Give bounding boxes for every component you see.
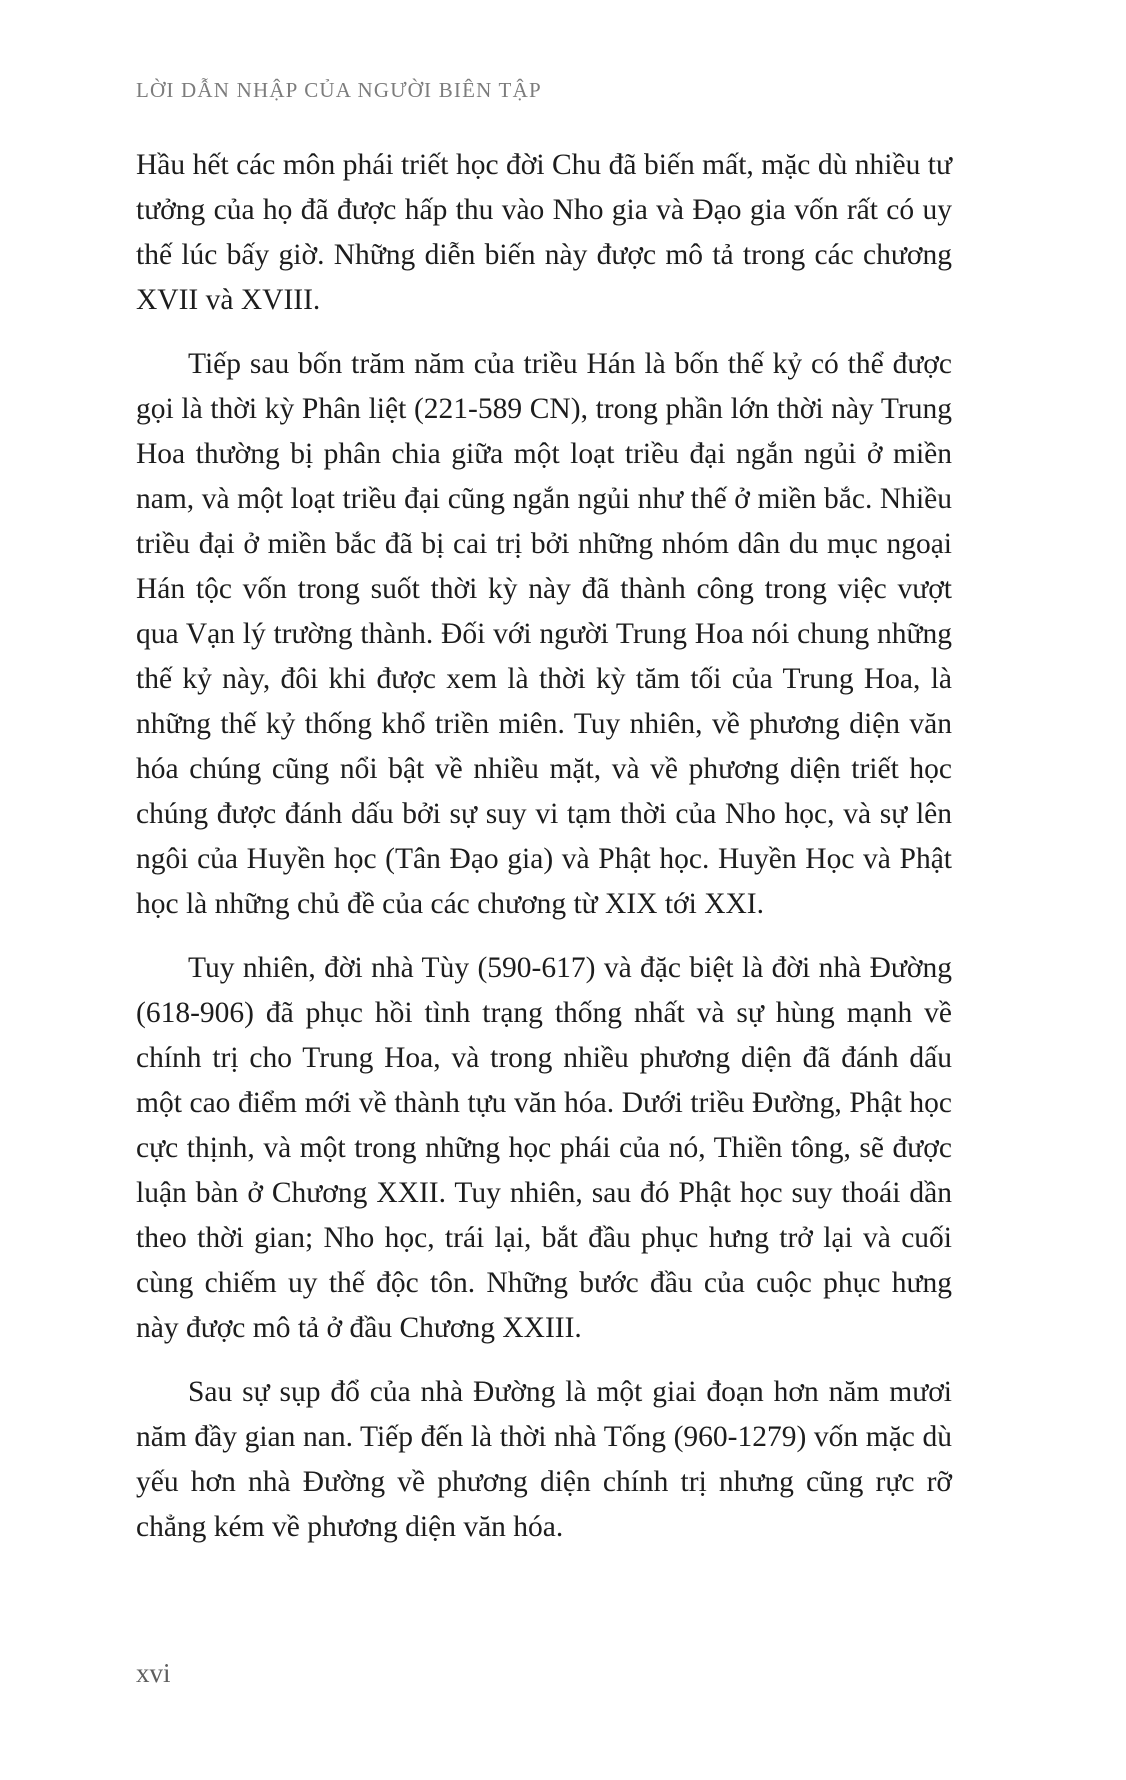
paragraph-1: Hầu hết các môn phái triết học đời Chu đã biến mất, mặc dù nhiều tư tưởng của họ đã được hấp thu vào Nho gia và Đạo gia vốn rất có uy thế lúc bấy giờ. Những diễn biến này được mô tả trong các chương XVII và XVIII.	[136, 149, 952, 316]
paragraph-3: Tuy nhiên, đời nhà Tùy (590-617) và đặc biệt là đời nhà Đường (618-906) đã phục hồi tình trạng thống nhất và sự hùng mạnh về chính trị cho Trung Hoa, và trong nhiều phương diện đã đánh dấu một cao điểm mới về thành tựu văn hóa. Dưới triều Đường, Phật học cực thịnh, và một trong những học phái của nó, Thiền tông, sẽ được luận bàn ở Chương XXII. Tuy nhiên, sau đó Phật học suy thoái dần theo thời gian; Nho học, trái lại, bắt đầu phục hưng trở lại và cuối cùng chiếm uy thế độc tôn. Những bước đầu của cuộc phục hưng này được mô tả ở đầu Chương XXIII.	[136, 952, 952, 1344]
running-header: LỜI DẪN NHẬP CỦA NGƯỜI BIÊN TẬP	[136, 78, 542, 102]
paragraph-2: Tiếp sau bốn trăm năm của triều Hán là bốn thế kỷ có thể được gọi là thời kỳ Phân liệt (221-589 CN), trong phần lớn thời này Trung Hoa thường bị phân chia giữa một loạt triều đại ngắn ngủi ở miền nam, và một loạt triều đại cũng ngắn ngủi như thế ở miền bắc. Nhiều triều đại ở miền bắc đã bị cai trị bởi những nhóm dân du mục ngoại Hán tộc vốn trong suốt thời kỳ này đã thành công trong việc vượt qua Vạn lý trường thành. Đối với người Trung Hoa nói chung những thế kỷ này, đôi khi được xem là thời kỳ tăm tối của Trung Hoa, là những thế kỷ thống khổ triền miên. Tuy nhiên, về phương diện văn hóa chúng cũng nổi bật về nhiều mặt, và về phương diện triết học chúng được đánh dấu bởi sự suy vi tạm thời của Nho học, và sự lên ngôi của Huyền học (Tân Đạo gia) và Phật học. Huyền Học và Phật học là những chủ đề của các chương từ XIX tới XXI.	[136, 348, 952, 920]
page-number: xvi	[136, 1658, 171, 1688]
paragraph-4: Sau sự sụp đổ của nhà Đường là một giai đoạn hơn năm mươi năm đầy gian nan. Tiếp đến là thời nhà Tống (960-1279) vốn mặc dù yếu hơn nhà Đường về phương diện chính trị nhưng cũng rực rỡ chẳng kém về phương diện văn hóa.	[136, 1376, 952, 1543]
body-text-block	[136, 143, 952, 1569]
